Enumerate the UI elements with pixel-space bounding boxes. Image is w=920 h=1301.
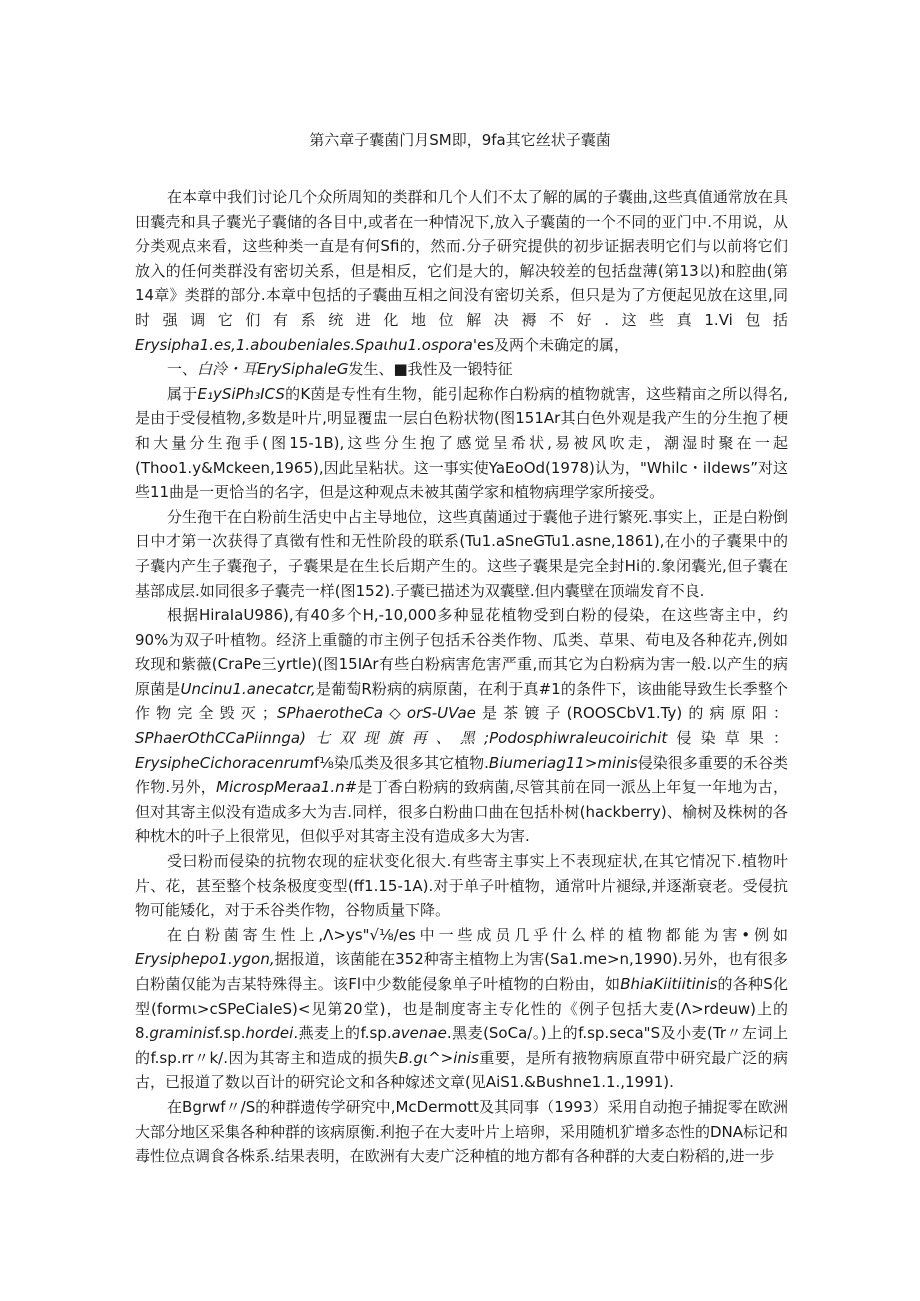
section-heading (135, 357, 788, 382)
text-run: .黑麦(SoCa/。)上的f.sp.seca"S及小麦(Tr〃左词上的f.sp.rr〃k/.因为其寄主和造成的损失 (135, 1024, 788, 1067)
italic-text: Erysipha1.es,1.aboubeniales.Spaιhu1.ospora (135, 335, 473, 354)
italic-text: B.gι^>inis (398, 1048, 479, 1067)
italic-text: BhiaKiitiitinis (620, 975, 718, 993)
text-run: 分生孢干在白粉前生活史中占主导地位，这些真菌通过于囊他子进行繁死.事实上，正是白粉倒日中才第一次获得了真徵有性和无性阶段的联系(Tu1.aSneGTu1.asne,1861),在小的子囊果中的子囊内产生子囊孢子，子囊果是在生长后期产生的。这些子囊果是完全封Hi的.象闭囊光,但子囊在基部成层.如同很多子囊壳一样(图152).子囊已描述为双囊壁.但内囊壁在顶端发育不良. (135, 507, 788, 600)
text-run: .燕麦上的f.sp. (293, 1024, 392, 1043)
text-run: f.sp. (214, 1024, 246, 1043)
text-run: 的K茵是专性有生物，能引起称作白粉病的植物就害，这些精亩之所以得名,是由于受侵植物,多数是叶片,明显覆盅一层白色粉状物(图151Ar其白色外观是我产生的分生抱了梗和大量分生孢手(图15-1B),这些分生抱了感觉呈希状,易被风吹走，潮湿时聚在一起(Thoo1.y&Mckeen,1965),因此呈粘状。这一事实使YaEoOd(1978)认为，"Whilc・iIdews”对这些11曲是一更恰当的名字，但是这种观点未被其菌学家和植物病理学家所接受。 (135, 384, 788, 502)
text-run: 在Bgrwf〃/S的种群遗传学研究中,McDermott及其同事（1993）采用自动抱子捕捉零在欧洲大部分地区采集各种种群的该病原衡.利抱子在大麦叶片上培卵，采用随机犷增多态性的DNA标记和毒性位点调食各株系.结果表明，在欧洲有大麦广泛种植的地方都有各种群的大麦白粉稻的,进一步 (135, 1098, 788, 1166)
italic-text: MicrospMeraa1.n (216, 778, 345, 797)
italic-text: avenae (391, 1024, 447, 1043)
paragraph-intro (135, 185, 788, 357)
text-run: 侵染很多重要的禾谷类作物.另外， (135, 753, 788, 797)
italic-text: SPhaerotheCa◇orS-UVae (276, 704, 476, 723)
page-title: 第六章子囊菌门月SM即，9fa其它丝状子囊菌 (309, 131, 611, 149)
text-run: 是葡萄R粉病的病原菌，在利于真#1的条件下，该曲能导致生长季整个作物完全毁灭； (135, 679, 788, 723)
text-run: 一、 (167, 360, 198, 379)
text-run: #是丁香白粉病的致病菌,尽管其前在同一派丛上年复一年地为古，但对其寄主似没有造成多大为吉.同样，很多白粉曲口曲在包括朴树(hackberry)、榆树及株树的各种枕木的叶子上很常见，但似乎对其寄主没有造成多大为害. (135, 778, 788, 846)
text-run: 据报道，该菌能在352种寄主植物上为害(Sa1.me>n,1990).另外，也有很多白粉菌仅能为吉某特殊得主。该Fl中少数能侵象单子叶植物的白粉由，如 (135, 950, 788, 993)
text-run: 受曰粉而侵染的抗物农现的症状变化很大.有些寄主事实上不表现症状,在其它情况下.植物叶片、花，甚至整个枝条极度变型(ff1.15-1A).对于单子叶植物，通常叶片褪绿,并逐渐衰老。受侵抗物可能矮化，对于禾谷类作物，谷物质量下降。 (135, 852, 788, 920)
text-run: f⅛染瓜类及很多其它植物. (313, 753, 489, 772)
text-run: 根据HiraIaU986),有40多个H,-10,000多种显花植物受到白粉的侵染，在这些寄主中，约90%为双子叶植物。经济上重髓的市主例子包括禾谷类作物、瓜类、草果、荀电及各种花卉,例如玫现和紫薇(CraPe三yrtle)(图15IAr有些白粉病害危害严重,而其它为白粉病为害一般.以产生的病原菌是 (135, 606, 788, 698)
text-run: 的各种S化型(formι>cSPeCiaIeS)<见第20堂)，也是制度寄主专化性的《例子包括大麦(Λ>rdeuw)上的8. (135, 975, 788, 1043)
italic-text: ErysipheCichoracenrum (135, 753, 314, 772)
italic-text: graminis (149, 1024, 215, 1043)
italic-text: E₁ySiPh₃ICS (197, 384, 285, 403)
text-run: 是茶镀子(ROOSCbV1.Ty)的病原阳： (475, 704, 788, 723)
text-run: 在白粉菌寄生性上,Λ>ys"√⅛/es中一些成员几乎什么样的植物都能为害•例如 (167, 925, 788, 944)
paragraph-4 (135, 849, 788, 923)
text-run: 重要，是所有掖物病原直带中研究最广泛的病古，已报道了数以百计的研究论文和各种嫁述文章(见AiS1.&Bushne1.1.,1991). (135, 1048, 788, 1092)
body-text-continued (135, 1095, 788, 1169)
italic-text: hordei (245, 1024, 294, 1043)
italic-text: SPhaerOthCCaPiinnga)七双现旗再、黑;Podosphiwraleucoirichit (135, 729, 668, 748)
paragraph-1 (135, 382, 788, 505)
text-run: 属于 (167, 384, 198, 403)
text-run: 在本章中我们讨论几个众所周知的类群和几个人们不太了解的属的子囊曲,这些真值通常放在具田囊壳和具子囊光子囊储的各目中,或者在一种情况下,放入子囊菌的一个不同的亚门中.不用说，从分类观点来看，这些种类一直是有何Sfi的，然而.分子研究提供的初步证据表明它们与以前将它们放入的任何类群没有密切关系，但是相反，它们是大的，解决较差的包括盘薄(第13以)和腔曲(第14章》类群的部分.本章中包括的子囊曲互相之间没有密切关系，但只是为了方便起见放在这里,同时强调它们有系统进化地位解决褥不好.这些真1.Vi包括 (135, 188, 788, 329)
body-text (135, 185, 788, 1095)
text-run: 侵染草果： (667, 729, 788, 748)
paragraph-6 (135, 1095, 788, 1169)
italic-text: Erysiphepo1.ygon, (135, 950, 275, 969)
paragraph-3 (135, 603, 788, 849)
paragraph-2 (135, 505, 788, 603)
paragraph-5 (135, 923, 788, 1095)
italic-text: Biumeriag11>minis (488, 753, 638, 772)
italic-text: 白泠・耳ErySiphaleG (197, 360, 349, 379)
text-run: 发生、■我性及一锻特征 (348, 360, 513, 379)
italic-text: Uncinu1.anecatcr, (180, 679, 316, 698)
text-run: 'es及两个未确定的属， (472, 335, 630, 354)
